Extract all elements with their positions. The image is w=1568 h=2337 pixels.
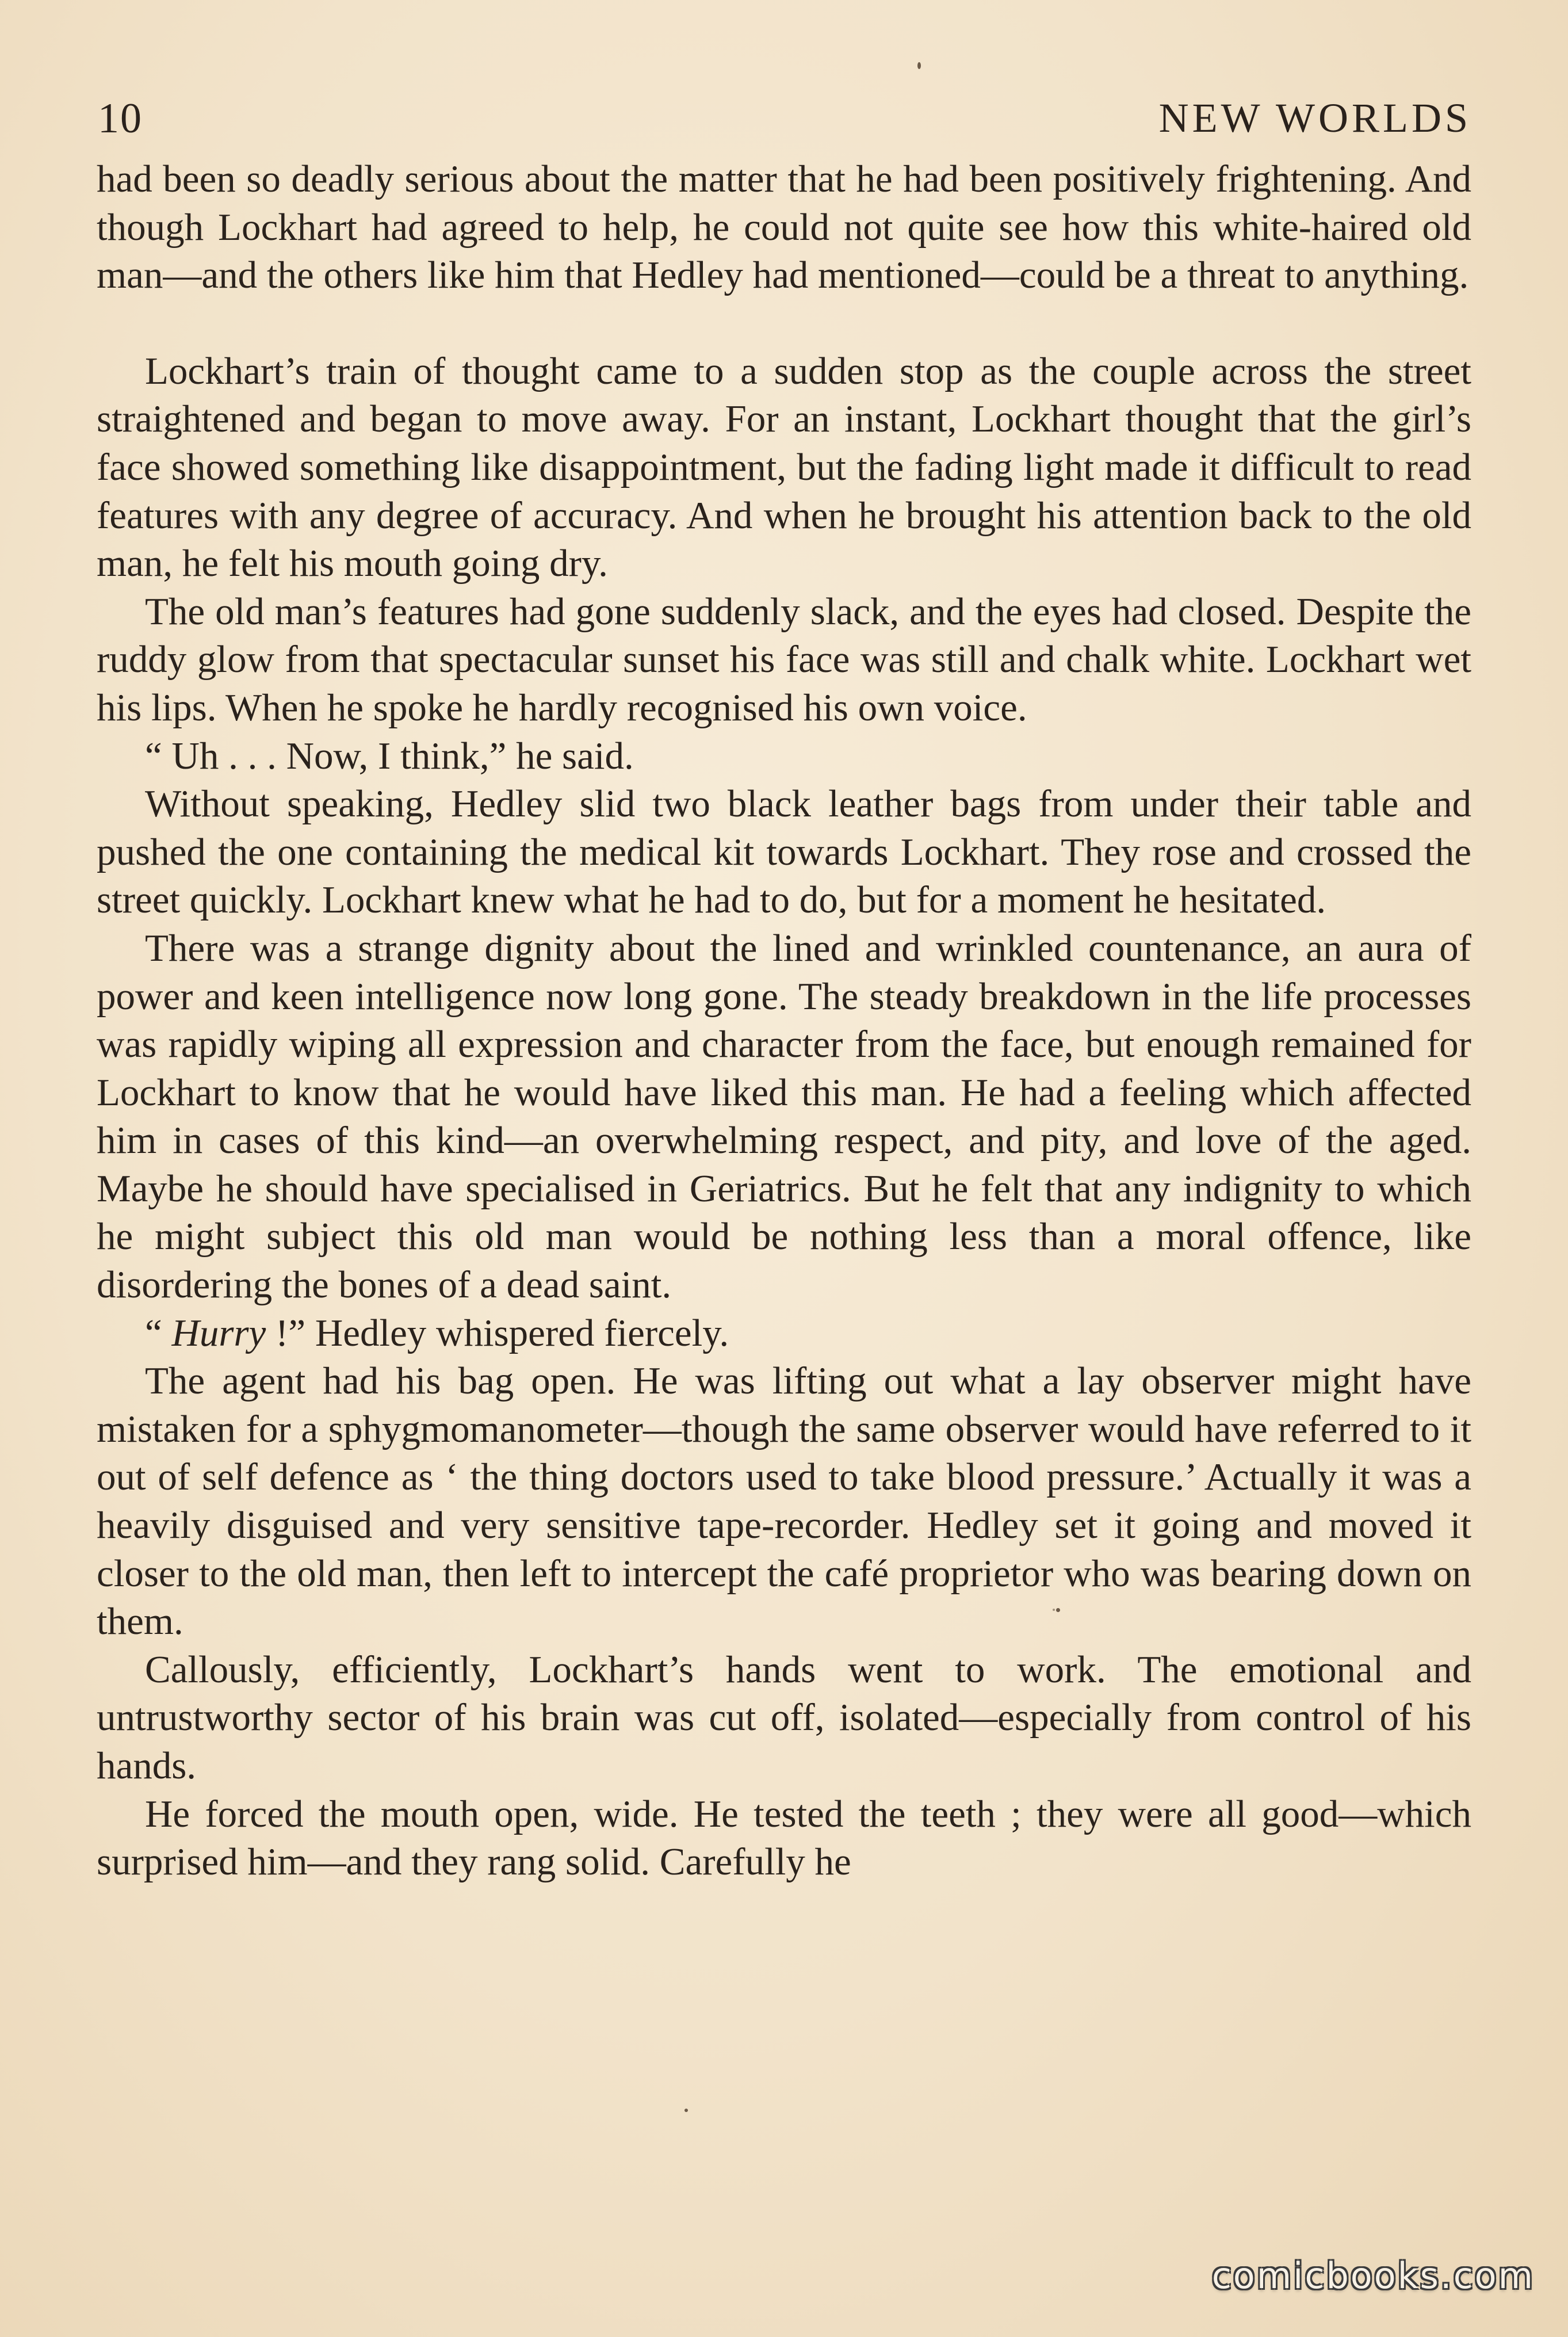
page-content [97,86,1471,1887]
paragraph: Without speaking, Hedley slid two black leather bags from under their table and pushed the one containing the medical kit towards Lockhart. They rose and crossed the street quickly. Lockhart knew what he had to do, but for a moment he hesitated. [97,782,1471,922]
hurry-word: Hurry [171,1311,266,1354]
page-header [97,86,1471,155]
paragraph: He forced the mouth open, wide. He tested the teeth ; they were all good—which surprised him—and they rang solid. Carefully he [97,1792,1471,1884]
paper-speck [1053,1609,1055,1611]
watermark: comicbooks.com [1211,2255,1535,2297]
paragraph: had been so deadly serious about the matter that he had been positively frightening. And though Lockhart had agreed to help, he could not quite see how this white-haired old man—and the others like him that Hedley had mentioned—could be a threat to anything. [97,158,1471,297]
page-number: 10 [98,95,143,142]
paragraph: The agent had his bag open. He was lifting out what a lay observer might have mistaken for a sphygmomanometer—though the same observer would have referred to it out of self defence as ‘ the thing doctors used to take blood pressure.’ Actually it was a heavily disguised and very sensitive tape-recorder. Hedley set it going and moved it closer to the old man, then left to intercept the café proprietor who was bearing down on them. [97,1360,1471,1643]
paragraph: There was a strange dignity about the lined and wrinkled countenance, an aura of power and keen intelligence now long gone. The steady breakdown in the life processes was rapidly wiping all expression and character from the face, but enough remained for Lockhart to know that he would have liked this man. He had a feeling which affected him in cases of this kind—an overwhelming respect, and pity, and love of the aged. Maybe he should have specialised in Geriatrics. But he felt that any indignity to which he might subject this old man would be nothing less than a moral offence, like disordering the bones of a dead saint. [97,926,1471,1307]
paragraph: “ Uh . . . Now, I think,” he said. [145,734,634,777]
paper-speck [684,2109,688,2112]
paper-speck [1056,1608,1060,1612]
paper-speck [917,62,921,69]
open-quote: “ [145,1311,172,1354]
paragraph-hurry [97,1309,1471,1358]
paragraph: Callously, efficiently, Lockhart’s hands went to work. The emotional and untrustworthy sector of his brain was cut off, isolated—especially from control of his hands. [97,1648,1471,1787]
hurry-rest: !” Hedley whispered fiercely. [266,1311,729,1354]
paragraph: Lockhart’s train of thought came to a sudden stop as the couple across the street straightened and began to move away. For an instant, Lockhart thought that the girl’s face showed something like disappointment, but the fading light made it difficult to read features with any degree of accuracy. And when he brought his attention back to the old man, he felt his mouth going dry. [97,349,1471,585]
running-title: NEW WORLDS [1158,95,1471,141]
body-text [97,155,1471,1887]
paragraph: The old man’s features had gone suddenly slack, and the eyes had closed. Despite the ruddy glow from that spectacular sunset his face was still and chalk white. Lockhart wet his lips. When he spoke he hardly recognised his own voice. [97,590,1471,729]
